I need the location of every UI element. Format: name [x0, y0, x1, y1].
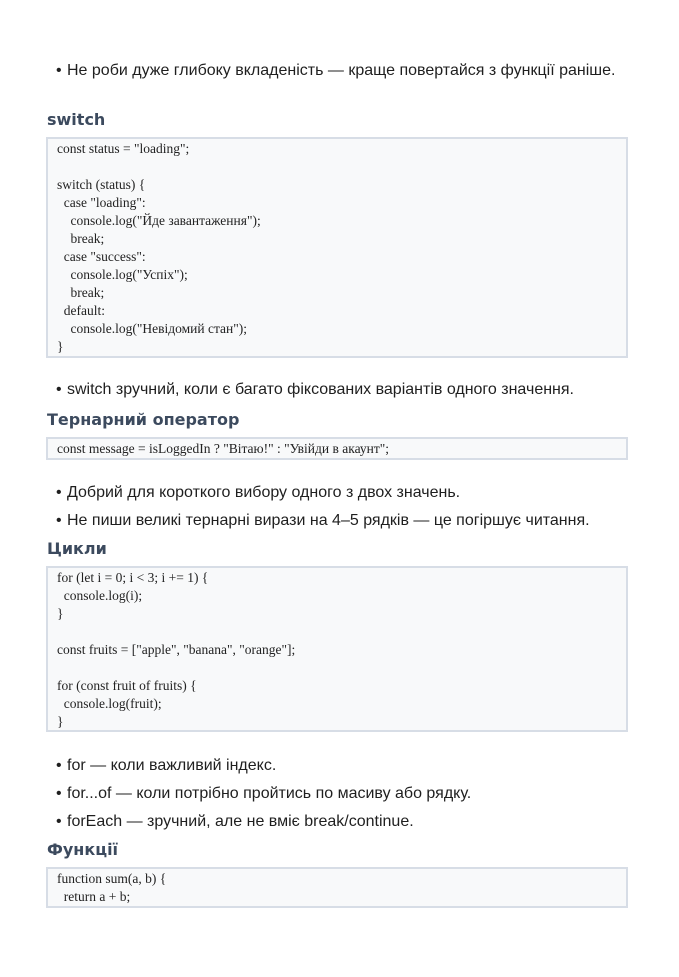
bullet-dot: • [56, 785, 62, 802]
bullet-dot: • [56, 813, 62, 830]
bullet-item [56, 59, 636, 82]
bullet-item [56, 481, 636, 504]
bullet-item [56, 378, 636, 401]
bullet-item [56, 509, 636, 532]
bullet-text: Не пиши великі тернарні вирази на 4–5 рядків — це погіршує читання. [67, 512, 590, 529]
bullet-dot: • [56, 381, 62, 398]
bullet-dot: • [56, 62, 62, 79]
code-block-functions: function sum(a, b) { return a + b; [46, 867, 628, 908]
code-block-switch: const status = "loading"; switch (status) { case "loading": console.log("Йде завантаження"); break; case "success": console.log("Успіх"); break; default: console.log("Невідомий стан"); } [46, 137, 628, 358]
code-block-loops: for (let i = 0; i < 3; i += 1) { console.log(i); } const fruits = ["apple", "banana", "orange"]; for (const fruit of fruits) { console.log(fruit); } [46, 566, 628, 732]
bullet-dot: • [56, 484, 62, 501]
bullet-item [56, 782, 636, 805]
section-heading-loops: Цикли [47, 539, 107, 558]
bullet-text: switch зручний, коли є багато фіксованих варіантів одного значення. [67, 381, 574, 398]
bullet-text: for...of — коли потрібно пройтись по масиву або рядку. [67, 785, 472, 802]
bullet-text: Добрий для короткого вибору одного з двох значень. [67, 484, 461, 501]
bullet-dot: • [56, 757, 62, 774]
bullet-dot: • [56, 512, 62, 529]
bullet-text: for — коли важливий індекс. [67, 757, 277, 774]
bullet-item [56, 754, 636, 777]
section-heading-functions: Функції [47, 840, 119, 859]
code-block-ternary: const message = isLoggedIn ? "Вітаю!" : "Увійди в акаунт"; [46, 437, 628, 460]
section-heading-switch: switch [47, 110, 106, 129]
bullet-item [56, 810, 636, 833]
section-heading-ternary: Тернарний оператор [47, 410, 240, 429]
bullet-text: forEach — зручний, але не вміє break/continue. [67, 813, 414, 830]
bullet-text: Не роби дуже глибоку вкладеність — краще повертайся з функції раніше. [67, 62, 616, 79]
